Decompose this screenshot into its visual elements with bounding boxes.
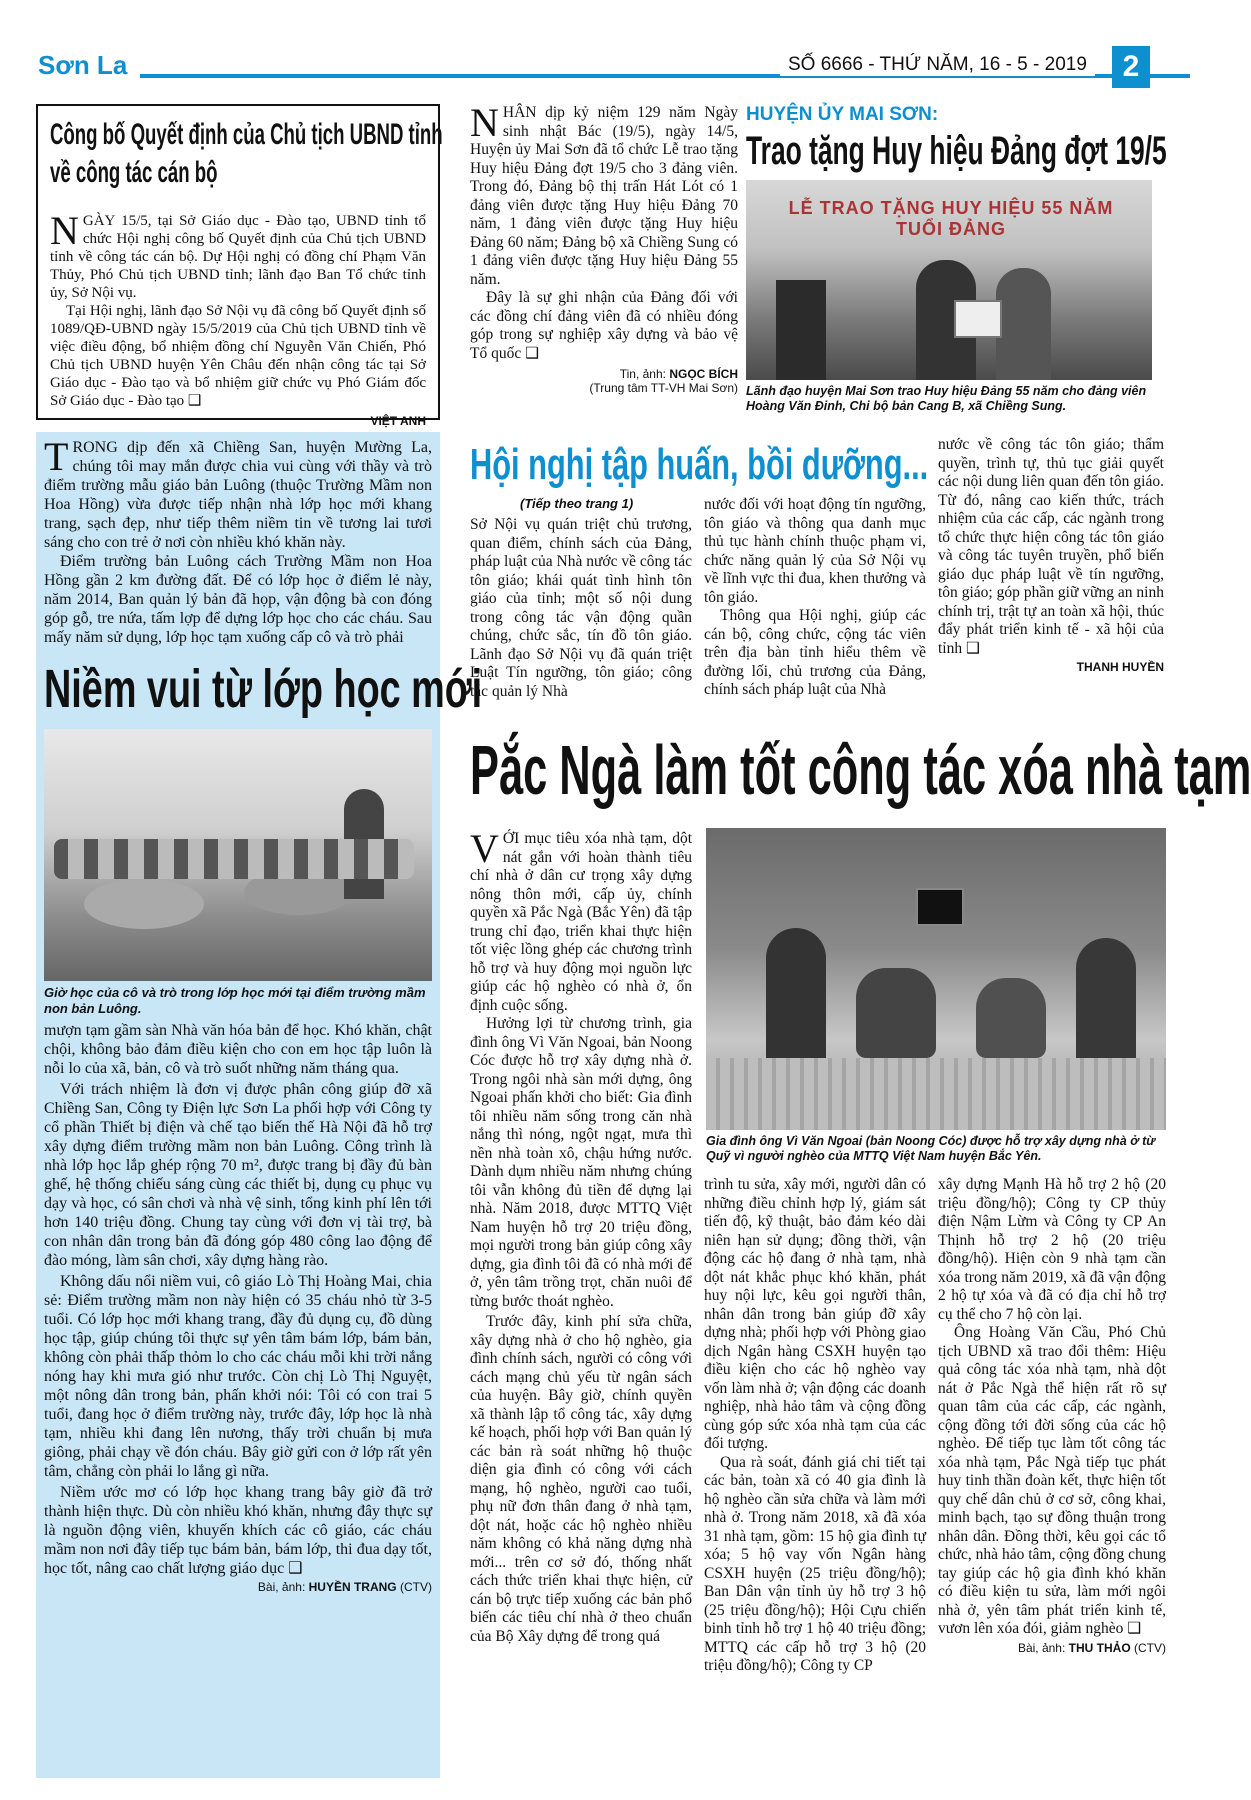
article-body: mượn tạm gầm sàn Nhà văn hóa bản để học. Khó khăn, chật chội, không bảo đảm điều kiện cho con em học tập luôn là nỗi lo của xã, bản, cô và trò suốt những năm tháng qua. Với trách nhiệm là đơn vị được phân công giúp đỡ xã Chiềng San, Công ty Điện lực Sơn La phối hợp với Công ty cổ phần Thiết bị điện và chế tạo biến thế Hà Nội đã hỗ trợ xây dựng điểm trường mầm non bản Luông. Công trình là nhà lớp học lắp ghép rộng 70 m², được trang bị đầy đủ bàn ghế, hệ thống chiếu sáng cùng các thiết bị, dụng cụ phục vụ dạy và học, có sân chơi và nhà vệ sinh, tổng kinh phí lên tới hơn 140 triệu đồng. Chung tay cùng với đơn vị tài trợ, bà con nhân dân trong bản đã đóng góp 480 công lao động để đào móng, làm sân chơi, xây dựng hàng rào. Không dấu nổi niềm vui, cô giáo Lò Thị Hoàng Mai, chia sẻ: Điểm trường mầm non này hiện có 35 cháu nhỏ từ 3-5 tuổi. Có lớp học mới khang trang, đầy đủ dụng cụ, đồ dùng học tập, giúp chúng tôi thực sự yên tâm bám lớp, bám bản, không còn phải thấp thỏm lo cho các cháu mỗi khi trời nắng nóng hay khi mưa gió như trước. Còn chị Lò Thị Nguyệt, một nông dân trong bản, phấn khởi nói: Tôi có con trai 5 tuổi, đang học ở điểm trường này, trước đây, lớp học là nhà tạm, nhiều khi đang lên nương, thấy trời chuẩn bị mưa giông, phải chạy về đón cháu. Bây giờ gửi con ở lớp rất yên tâm, chẳng còn phải lo lắng gì nữa. Niềm ước mơ có lớp học khang trang bây giờ đã trở thành hiện thực. Dù còn nhiều khó khăn, nhưng đây thực sự là nguồn động viên, khuyến khích các cô giáo, các cháu mầm non nơi đây tiếp tục bám bản, bám lớp, thi đua dạy tốt, học tốt, nâng cao chất lượng giáo dục ❑ (44, 1022, 432, 1577)
dropcap: T (44, 434, 69, 479)
dropcap: V (470, 826, 499, 871)
section-name: Sơn La (38, 50, 128, 80)
award-photo (746, 180, 1152, 380)
article-title: Hội nghị tập huấn, bồi dưỡng... (470, 440, 929, 489)
kicker: HUYỆN ỦY MAI SƠN: (746, 104, 939, 125)
page-header (0, 0, 1200, 100)
article-huy-hieu (746, 104, 1166, 434)
column-2: trình tu sửa, xây mới, người dân có những điều chỉnh hợp lý, giám sát tiến độ, kỹ thuật, bảo đảm kéo dài niên hạn sử dụng; đồng thời, vận động các hộ đang ở nhà tạm, nhà dột nát khắc phục khó khăn, phát huy nội lực, kêu gọi người thân, nhân dân trong bản giúp đỡ xây dựng nhà; phối hợp với Phòng giao dịch Ngân hàng CSXH huyện tạo điều kiện cho các hộ nghèo vay vốn làm nhà ở; vận động các doanh nghiệp, nhà hảo tâm và cộng đồng cùng góp sức xóa nhà tạm của các đối tượng. Qua rà soát, đánh giá chi tiết tại các bản, toàn xã có 40 gia đình là hộ nghèo cần sửa chữa và làm mới nhà ở. Trong năm 2018, xã đã xóa 31 nhà tạm, gồm: 15 hộ gia đình tự xóa; 5 hộ vay vốn Ngân hàng CSXH huyện (25 triệu đồng/hộ); Ban Dân vận tỉnh ủy hỗ trợ 3 hộ (25 triệu đồng/hộ); Hội Cựu chiến binh tỉnh hỗ trợ 1 hộ 40 triệu đồng; MTTQ các cấp hỗ trợ 3 hộ (20 triệu đồng/hộ); Công ty CP (704, 1176, 926, 1674)
byline: Bài, ảnh: THU THẢO (CTV) (1017, 1640, 1166, 1655)
article-mai-son-brief (470, 100, 738, 420)
continued-note: (Tiếp theo trang 1) (520, 496, 634, 511)
floor (706, 1058, 1166, 1130)
photo-caption: Giờ học của cô và trò trong lớp học mới tại điểm trường mầm non bản Luông. (44, 985, 426, 1016)
article-body: NHÂN dịp kỷ niệm 129 năm Ngày sinh nhật Bác (19/5), ngày 14/5, Huyện ủy Mai Sơn đã tổ chức Lễ trao tặng Huy hiệu Đảng đợt 19/5 cho 3 đảng viên. Trong đó, Đảng bộ thị trấn Hát Lót có 1 đảng viên được tặng Huy hiệu Đảng 70 năm, 1 đảng viên được tặng Huy hiệu Đảng 60 năm; Đảng bộ xã Chiềng Sung có 1 đảng viên được tặng Huy hiệu Đảng 55 năm. Đây là sự ghi nhận của Đảng đối với các đồng chí đảng viên đã có nhiều đóng góp trong sự nghiệp xây dựng và bảo vệ Tổ quốc ❑ (470, 100, 738, 362)
person-figure (976, 978, 1046, 1058)
article-body: NGÀY 15/5, tại Sở Giáo dục - Đào tạo, UBND tỉnh tổ chức Hội nghị công bố Quyết định của Chủ tịch UBND tỉnh về công tác cán bộ. Dự Hội nghị có đồng chí Phạm Văn Thủy, Phó Chủ tịch UBND tỉnh; lãnh đạo Ban Tổ chức tỉnh ủy, Sở Nội vụ. Tại Hội nghị, lãnh đạo Sở Nội vụ đã công bố Quyết định số 1089/QĐ-UBND ngày 15/5/2019 của Chủ tịch UBND tỉnh về việc điều động, bổ nhiệm đồng chí Nguyễn Văn Chiến, Phó Chủ tịch UBND huyện Yên Châu đến nhận công tác tại Sở Giáo dục - Đào tạo và bổ nhiệm giữ chức vụ Phó Giám đốc Sở Giáo dục - Đào tạo ❑ VIỆT ANH (50, 208, 426, 428)
photo-caption: Gia đình ông Vì Văn Ngoai (bản Noong Cóc) được hỗ trợ xây dựng nhà ở từ Quỹ vì người nghèo của MTTQ Việt Nam huyện Bắc Yên. (706, 1134, 1156, 1163)
person-figure (766, 928, 826, 1078)
byline: THANH HUYỀN (1076, 660, 1164, 674)
article-pac-nga (470, 730, 1251, 1780)
children-group (54, 839, 414, 879)
page-number: 2 (1112, 46, 1150, 88)
byline: Tin, ảnh: NGỌC BÍCH (Trung tâm TT-VH Mai Sơn) (589, 367, 738, 395)
person-figure (856, 968, 936, 1058)
title-line-2: về công tác cán bộ (50, 156, 218, 189)
house-photo (706, 828, 1166, 1130)
certificate (954, 300, 1002, 338)
column-2: nước đối với hoạt động tín ngưỡng, tôn giáo và thông qua danh mục thủ tục hành chính thuộc phạm vi, chức năng quản lý của Sở Nội vụ về lĩnh vực thi đua, khen thưởng và tôn giáo. Thông qua Hội nghị, giúp các cán bộ, công chức, cộng tác viên trên địa bàn tỉnh hiểu thêm về đường lối, chủ trương của Đảng, chính sách pháp luật của Nhà (704, 496, 926, 698)
title-line-1: Công bố Quyết định của Chủ tịch UBND tỉnh (50, 118, 443, 151)
article-title (50, 116, 443, 200)
article-title: Niềm vui từ lớp học mới (44, 659, 483, 719)
article-cong-bo (36, 104, 443, 428)
column-1: VỚI mục tiêu xóa nhà tạm, dột nát gắn với hoàn thành tiêu chí nhà ở dân cư trọng xây dựng nông thôn mới, cấp ủy, chính quyền xã Pắc Ngà (Bắc Yên) đã tập trung chỉ đạo, triển khai thực hiện tốt việc lồng ghép các chương trình hỗ trợ và huy động mọi nguồn lực giúp các hộ nghèo có nhà ở, ổn định cuộc sống. Hưởng lợi từ chương trình, gia đình ông Vì Văn Ngoai, bản Noong Cóc được hỗ trợ xây dựng nhà ở. Trong ngôi nhà sàn mới dựng, ông Ngoai phấn khởi cho biết: Gia đình tôi nhiều năm sống trong căn nhà nắng thì nóng, ngột ngạt, mưa thì nền nhà toàn xô, chậu hứng nước. Dành dụm nhiều năm nhưng chúng tôi vẫn không đủ tiền để dựng lại nhà. Năm 2018, được MTTQ Việt Nam huyện hỗ trợ 20 triệu đồng, mọi người trong bản giúp công xây dựng, gia đình tôi đã có nhà mới để ở, yên tâm trồng trọt, chăn nuôi để từng bước thoát nghèo. Trước đây, kinh phí sửa chữa, xây dựng nhà ở cho hộ nghèo, gia đình chính sách, người có công với cách mạng chủ yếu từ ngân sách của huyện. Bây giờ, chính quyền xã thành lập tổ công tác, xây dựng kế hoạch, phối hợp với Ban quản lý các bản rà soát những hộ thuộc diện gia đình có công với cách mạng, hộ nghèo, người cao tuổi, phụ nữ đơn thân đang ở nhà tạm, dột nát, hoặc các hộ nghèo nhiều năm không có khả năng dựng nhà mới... trên cơ sở đó, thống nhất cách thức triển khai thực hiện, cử cán bộ trực tiếp xuống các bản phổ biến các tiêu chí nhà ở theo chuẩn của Bộ Xây dựng để trong quá (470, 826, 692, 1645)
dropcap: N (50, 208, 79, 253)
photo-caption: Lãnh đạo huyện Mai Sơn trao Huy hiệu Đảng 55 năm cho đảng viên Hoàng Văn Đinh, Chi bộ bản Cang B, xã Chiềng Sung. (746, 384, 1147, 413)
photo-banner: LỄ TRAO TẶNG HUY HIỆU 55 NĂM TUỔI ĐẢNG (788, 198, 1114, 239)
article-hoi-nghi (470, 436, 1166, 718)
person-figure (996, 268, 1051, 380)
article-body-intro: TRONG dịp đến xã Chiềng San, huyện Mường La, chúng tôi may mắn được chia vui cùng với thầy và trò điểm trường mẫu giáo bản Luông (thuộc Trường Mầm non Hoa Hồng) vừa được tiếp nhận nhà lớp học mới khang trang, sạch đẹp, như tiếp thêm niềm tin về tương lai tươi sáng cho con trẻ ở nơi còn nhiều khó khăn này. Điểm trường bản Luông cách Trường Mầm non Hoa Hồng gần 2 km đường đất. Để có lớp học ở điểm lẻ này, năm 2014, Ban quản lý bản đã họp, vận động bà con đóng góp gỗ, tre nứa, tấm lợp để dựng lớp học cho các cháu. Sau mấy năm sử dụng, lớp học tạm xuống cấp cô và trò phải (44, 434, 432, 646)
byline: Bài, ảnh: HUYỀN TRANG (CTV) (257, 1580, 432, 1594)
dropcap: N (470, 100, 499, 145)
column-3: xây dựng Mạnh Hà hỗ trợ 2 hộ (20 triệu đồng/hộ); Công ty CP thủy điện Nậm Lừm và Công ty CP An Thịnh hỗ trợ 2 hộ (20 triệu đồng/hộ). Hiện còn 9 nhà tạm cần xóa trong năm 2019, xã đã vận động 2 hộ tự xóa và đã có địa chỉ hỗ trợ cụ thể cho 7 hộ còn lại. Ông Hoàng Văn Cầu, Phó Chủ tịch UBND xã trao đổi thêm: Hiệu quả công tác xóa nhà tạm, nhà dột nát ở Pắc Ngà thể hiện rất rõ sự quan tâm của các cấp, các ngành, cộng đồng tới đời sống của các hộ nghèo. Để tiếp tục làm tốt công tác xóa nhà tạm, Pắc Ngà tiếp tục phát huy tinh thần đoàn kết, thực hiện tốt quy chế dân chủ ở cơ sở, công khai, minh bạch, tạo sự đồng thuận trong nhân dân. Đồng thời, kêu gọi các tổ chức, nhà hảo tâm, cộng đồng chung tay giúp các hộ gia đình khó khăn có điều kiện tu sửa, làm mới ngôi nhà ở, yên tâm phát triển kinh tế, vươn lên xóa đói, giảm nghèo ❑ Bài, ảnh: THU THẢO (CTV) (938, 1176, 1166, 1655)
person-figure (1076, 938, 1136, 1068)
article-title: Trao tặng Huy hiệu Đảng đợt 19/5 (746, 129, 1167, 173)
podium (776, 280, 826, 380)
table (84, 879, 204, 929)
byline: VIỆT ANH (370, 414, 426, 428)
tv (916, 888, 964, 926)
article-title: Pắc Ngà làm tốt công tác xóa nhà tạm (470, 731, 1251, 809)
column-3: nước về công tác tôn giáo; thẩm quyền, trình tự, thủ tục giải quyết các nội dung liên quan đến tôn giáo. Từ đó, nâng cao kiến thức, trách nhiệm của các cấp, các ngành trong tổ chức thực hiện công tác tôn giáo và công tác tuyên truyền, phổ biến giáo dục pháp luật về tín ngưỡng, tôn giáo; góp phần giữ vững an ninh chính trị, trật tự an toàn xã hội, thúc đẩy phát triển kinh tế - xã hội của tỉnh ❑ THANH HUYỀN (938, 436, 1164, 674)
column-1: Sở Nội vụ quán triệt chủ trương, quan điểm, chính sách của Đảng, pháp luật của Nhà nước về công tác tôn giáo; khái quát tình hình tôn giáo của tỉnh; một số nội dung trong công tác vận động quần chúng, chức sắc, tín đồ tôn giáo. Lãnh đạo Sở Nội vụ đã quán triệt Luật Tín ngưỡng, tôn giáo; công tác quản lý Nhà (470, 516, 692, 700)
classroom-photo (44, 729, 432, 981)
article-niem-vui (36, 432, 483, 1778)
issue-date: SỐ 6666 - THỨ NĂM, 16 - 5 - 2019 (780, 54, 1095, 76)
